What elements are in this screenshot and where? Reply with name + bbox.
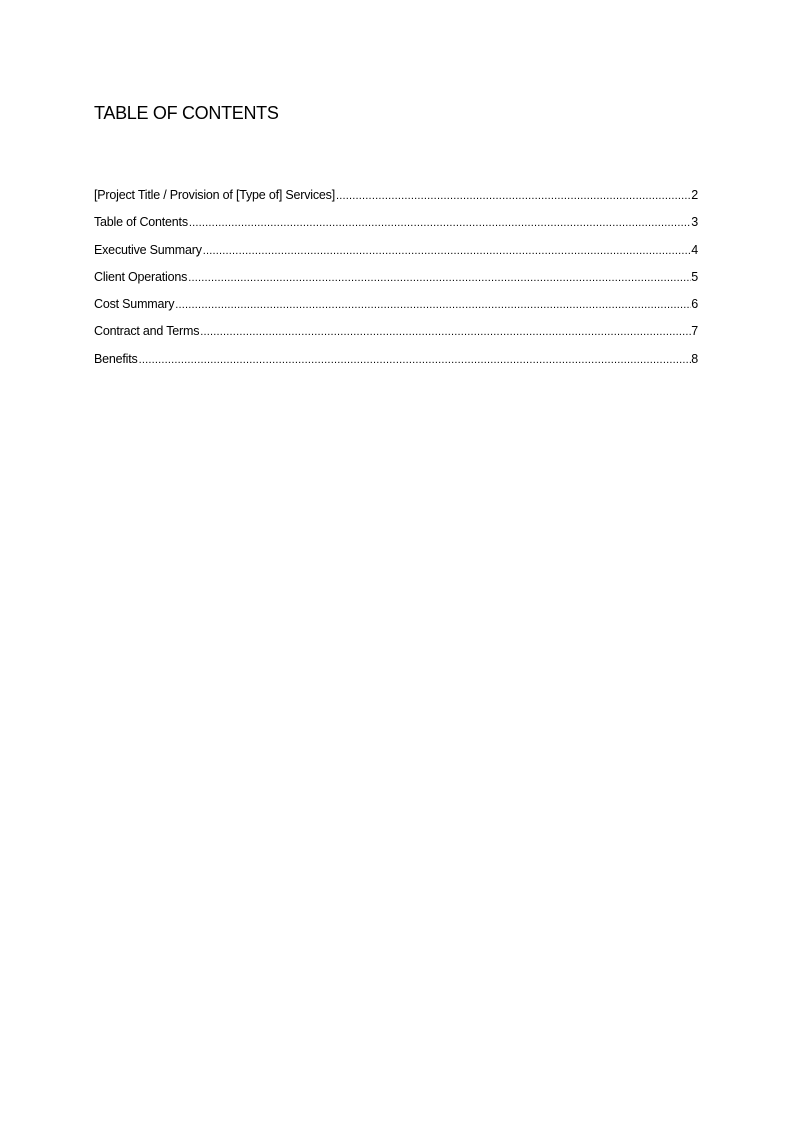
toc-entry-table-of-contents[interactable] — [94, 211, 698, 238]
toc-entry-title: Executive Summary — [94, 242, 202, 257]
toc-entry-page-number: 5 — [691, 269, 698, 284]
toc-list — [94, 184, 698, 375]
toc-entry-title: Cost Summary — [94, 297, 175, 312]
toc-entry-page-number: 2 — [691, 188, 698, 202]
toc-entry-project-title[interactable] — [94, 184, 698, 211]
toc-entry-executive-summary[interactable] — [94, 239, 698, 266]
toc-entry-title: Benefits — [94, 351, 138, 366]
toc-heading: TABLE OF CONTENTS — [94, 103, 279, 123]
toc-entry-title: Table of Contents — [94, 215, 188, 230]
dot-leader — [188, 212, 691, 234]
dot-leader — [199, 321, 691, 343]
toc-entry-title: [Project Title / Provision of [Type of] Services] — [94, 188, 335, 202]
toc-entry-page-number: 7 — [691, 324, 698, 339]
toc-entry-page-number: 8 — [691, 351, 698, 366]
dot-leader — [174, 294, 691, 316]
toc-entry-page-number: 6 — [691, 297, 698, 312]
dot-leader — [187, 267, 691, 289]
toc-entry-page-number: 3 — [691, 215, 698, 230]
toc-entry-title: Client Operations — [94, 269, 188, 284]
dot-leader — [138, 349, 692, 371]
toc-entry-benefits[interactable] — [94, 348, 698, 375]
dot-leader — [202, 240, 691, 262]
toc-entry-title: Contract and Terms — [94, 324, 200, 339]
dot-leader — [335, 185, 691, 207]
toc-entry-cost-summary[interactable] — [94, 293, 698, 320]
toc-entry-page-number: 4 — [691, 242, 698, 257]
toc-entry-contract-and-terms[interactable] — [94, 320, 698, 347]
toc-entry-client-operations[interactable] — [94, 266, 698, 293]
